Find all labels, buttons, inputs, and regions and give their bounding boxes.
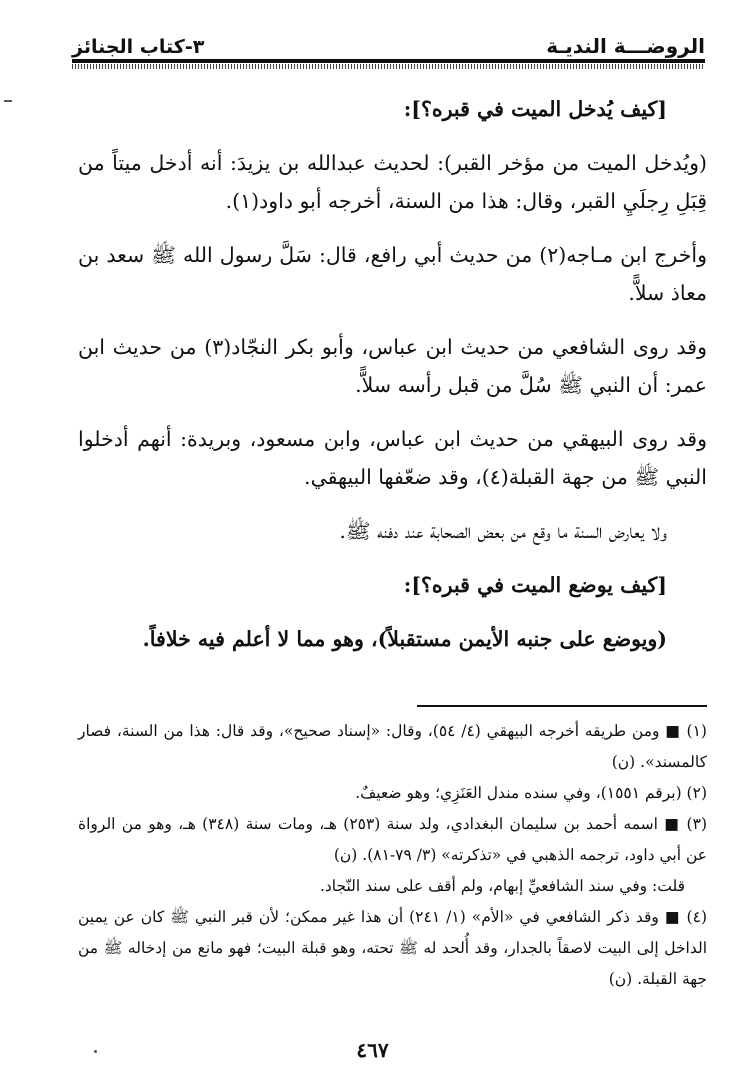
footnote-note: قلت: وفي سند الشافعيِّ إبهام، ولم أقف على سند النّجاد. [319, 877, 685, 895]
footnote: (٣) ■ اسمه أحمد بن سليمان البغدادي، ولد سنة (٢٥٣) هـ، ومات سنة (٣٤٨) هـ، وهو من الرواة عن أبي داود، ترجمه الذهبي في «تذكرته» (٣/ ٧٩-٨١). (ن) [78, 815, 708, 864]
book-title: الروضـــة النديـة [546, 34, 705, 58]
chapter-title: ٣-كتاب الجنائز [72, 36, 205, 58]
paragraph: (ويوضع على جنبه الأيمن مستقبلاً)، وهو مما لا أعلم فيه خلافاً. [142, 627, 667, 651]
running-header [72, 28, 705, 58]
footnote: (٢) (برقم ١٥٥١)، وفي سنده مندل العَنَزِي؛ وهو ضعيفٌ. [355, 784, 707, 802]
main-text [78, 90, 707, 658]
section-heading: [كيف يوضع الميت في قبره؟]: [403, 573, 667, 597]
paragraph: وقد روى البيهقي من حديث ابن عباس، وابن مسعود، وبريدة: أنهم أدخلوا النبي ﷺ من جهة القبلة(٤)، وقد ضعّفها البيهقي. [78, 427, 707, 489]
footnotes [78, 716, 707, 995]
section-heading: [كيف يُدخل الميت في قبره؟]: [403, 97, 667, 121]
header-hatch-rule [72, 64, 705, 69]
scan-edge-mark [4, 100, 12, 102]
header-rule [72, 59, 705, 63]
paragraph: وأخرج ابن مـاجه(٢) من حديث أبي رافع، قال: سَلَّ رسول الله ﷺ سعد بن معاذ سلاًّ. [78, 243, 707, 305]
footnote: (١) ■ ومن طريقه أخرجه البيهقي (٤/ ٥٤)، وقال: «إسناد صحيح»، وقد قال: هذا من السنة، فصار كالمسند». (ن) [78, 722, 707, 771]
paragraph: وقد روى الشافعي من حديث ابن عباس، وأبو بكر النجّاد(٣) من حديث ابن عمر: أن النبي ﷺ سُلَّ من قبل رأسه سلاًّ. [78, 335, 707, 397]
footnote-separator [417, 705, 707, 707]
paragraph: (ويُدخل الميت من مؤخر القبر): لحديث عبدالله بن يزيدَ: أنه أدخل ميتاً من قِبَلِ رِجلَيِ القبر، وقال: هذا من السنة، أخرجه أبو داود(١). [78, 151, 707, 213]
footnote: (٤) ■ وقد ذكر الشافعي في «الأم» (١/ ٢٤١) أن هذا غير ممكن؛ لأن قبر النبي ﷺ كان عن يمين الداخل إلى البيت لاصقاً بالجدار، وقد أُلحد له ﷺ تحته، وهو قبلة البيت؛ فهو مانع من إدخاله ﷺ من جهة القبلة. (ن) [78, 908, 707, 988]
page-number: ٤٦٧ [356, 1038, 389, 1062]
paragraph: ولا يعارض السنة ما وقع من بعض الصحابة عند دفنه ﷺ. [339, 519, 667, 543]
